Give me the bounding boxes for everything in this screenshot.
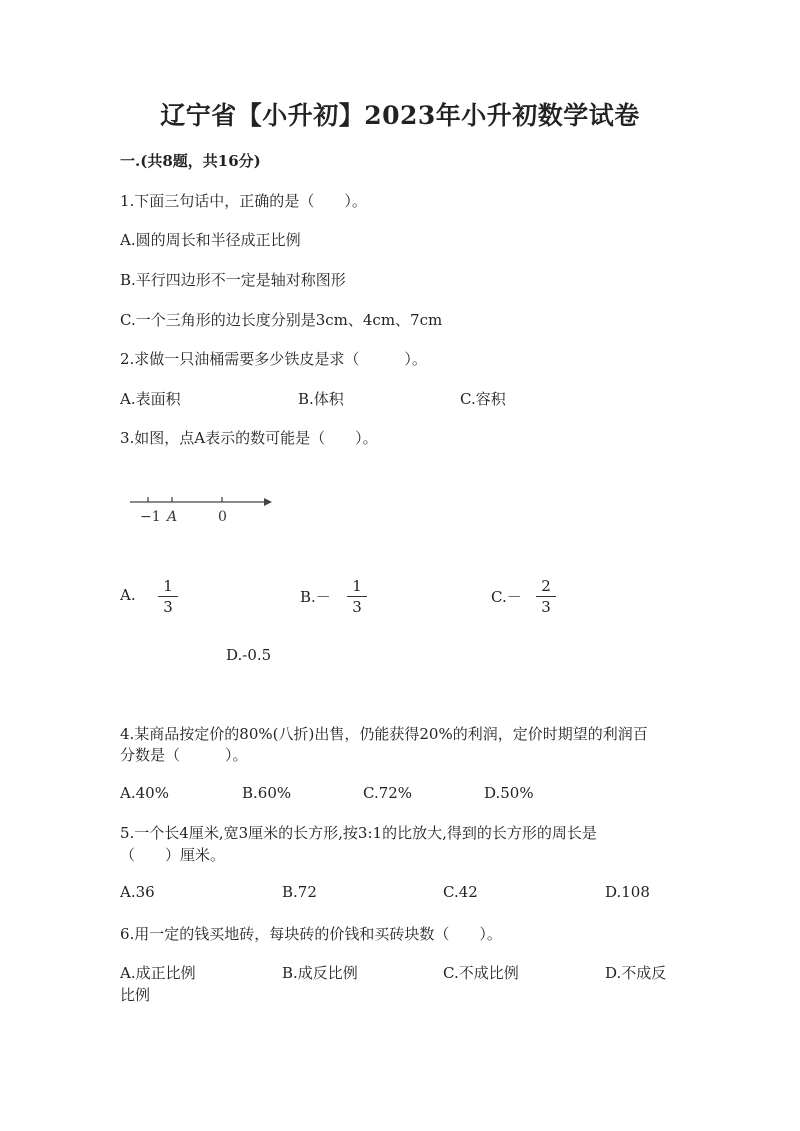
q1-option-b[interactable]: B.平行四边形不一定是轴对称图形 xyxy=(120,271,346,289)
exam-title: 辽宁省【小升初】2023年小升初数学试卷 xyxy=(160,101,640,130)
q3-a-denominator: 3 xyxy=(163,598,173,616)
q4-option-a[interactable]: A.40% xyxy=(120,784,169,802)
q1-option-a[interactable]: A.圆的周长和半径成正比例 xyxy=(120,231,301,249)
q6-option-a[interactable]: A.成正比例 xyxy=(120,964,196,982)
q2-stem: 2.求做一只油桶需要多少铁皮是求（ ）。 xyxy=(120,350,427,368)
label-neg1: −1 xyxy=(140,509,161,525)
q6-stem: 6.用一定的钱买地砖，每块砖的价钱和买砖块数（ ）。 xyxy=(120,925,502,943)
fraction-bar xyxy=(536,596,556,597)
number-line-svg xyxy=(128,490,278,526)
q5-stem-line2: （ ）厘米。 xyxy=(120,846,226,864)
q5-stem-line1: 5.一个长4厘米,宽3厘米的长方形,按3:1的比放大,得到的长方形的周长是 xyxy=(120,824,597,842)
q3-stem: 3.如图，点A表示的数可能是（ ）。 xyxy=(120,429,378,447)
q3-b-denominator: 3 xyxy=(352,598,362,616)
q6-option-c[interactable]: C.不成比例 xyxy=(443,964,519,982)
q3-option-a-prefix[interactable]: A. xyxy=(120,586,136,604)
q5-option-a[interactable]: A.36 xyxy=(120,883,155,901)
q6-option-b[interactable]: B.成反比例 xyxy=(282,964,358,982)
q1-option-c[interactable]: C.一个三角形的边长度分别是3cm、4cm、7cm xyxy=(120,311,443,329)
q2-option-a[interactable]: A.表面积 xyxy=(120,390,181,408)
q3-option-c-fraction[interactable] xyxy=(536,578,556,615)
number-line-arrow xyxy=(264,498,272,506)
label-a: A xyxy=(167,509,178,525)
q1-stem: 1.下面三句话中，正确的是（ ）。 xyxy=(120,192,367,210)
q3-option-b-prefix[interactable]: B.－ xyxy=(300,588,331,606)
q3-c-denominator: 3 xyxy=(541,598,551,616)
fraction-bar xyxy=(347,596,367,597)
q4-option-d[interactable]: D.50% xyxy=(484,784,534,802)
q3-option-b-fraction[interactable] xyxy=(347,578,367,615)
q4-stem-line2: 分数是（ ）。 xyxy=(120,746,248,764)
q3-a-numerator: 1 xyxy=(163,577,173,595)
q3-option-a-fraction[interactable] xyxy=(158,578,178,615)
q2-option-c[interactable]: C.容积 xyxy=(460,390,506,408)
q5-option-d[interactable]: D.108 xyxy=(605,883,650,901)
q3-b-numerator: 1 xyxy=(352,577,362,595)
number-line-figure xyxy=(128,490,278,530)
q5-option-b[interactable]: B.72 xyxy=(282,883,317,901)
q3-option-c-prefix[interactable]: C.－ xyxy=(491,588,522,606)
q6-option-d-line1[interactable]: D.不成反 xyxy=(605,964,667,982)
q3-c-numerator: 2 xyxy=(541,577,551,595)
label-0: 0 xyxy=(218,509,227,525)
q4-option-b[interactable]: B.60% xyxy=(242,784,292,802)
section-heading: 一.(共8题，共16分) xyxy=(120,152,261,170)
fraction-bar xyxy=(158,596,178,597)
q5-option-c[interactable]: C.42 xyxy=(443,883,478,901)
q3-option-d[interactable]: D.-0.5 xyxy=(226,646,272,664)
q4-stem-line1: 4.某商品按定价的80%(八折)出售，仍能获得20%的利润，定价时期望的利润百 xyxy=(120,725,648,743)
q2-option-b[interactable]: B.体积 xyxy=(298,390,344,408)
q4-option-c[interactable]: C.72% xyxy=(363,784,413,802)
q6-option-d-line2[interactable]: 比例 xyxy=(120,986,151,1004)
